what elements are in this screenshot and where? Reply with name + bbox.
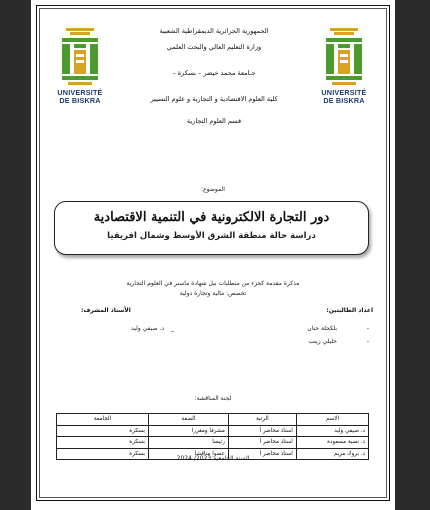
member-rank: استاذ محاضر أ (228, 437, 296, 449)
logo-text-line1: UNIVERSITÉ (57, 88, 103, 97)
thesis-subtitle: دراسة حالة منطقة الشرق الأوسط وشمال افريقيا (107, 231, 316, 241)
table-row (57, 437, 369, 449)
logo-text-line1: UNIVERSITÉ (321, 88, 367, 97)
header-rank: الرتبة (228, 414, 296, 426)
logo-text-line2: DE BISKRA (59, 96, 101, 105)
specialty-line: تخصص: مالية وتجارة دولية (179, 290, 247, 297)
committee-title: لجنة المناقشة: (194, 395, 232, 402)
student-bullet: - (366, 338, 369, 345)
supervisor-bullet: _ (171, 325, 174, 332)
students-label: اعداد الطالبتين: (326, 307, 373, 314)
member-university: بسكرة (57, 448, 149, 460)
university-logo-left (43, 28, 117, 105)
member-role: مشرفا ومقررا (148, 425, 228, 437)
member-university: بسكرة (57, 425, 149, 437)
committee-table (56, 413, 369, 460)
logo-text-line2: DE BISKRA (323, 96, 365, 105)
member-role: عضوا مناقشا (148, 448, 228, 460)
member-name: د. بروك مريم (296, 448, 368, 460)
supervisor-label: الأستاذ المشرف: (81, 307, 131, 314)
member-rank: استاذ محاضر أ (228, 425, 296, 437)
member-university: بسكرة (57, 437, 149, 449)
university-emblem-icon (324, 28, 364, 86)
thesis-title: دور التجارة الالكترونية في التنمية الاقتصادية (93, 210, 330, 225)
table-row (57, 425, 369, 437)
university-logo-right (307, 28, 381, 105)
header-name: الاسم (296, 414, 368, 426)
student-bullet: - (366, 325, 369, 332)
document-page (31, 0, 395, 510)
academic-year: السنة الجامعية:2023/ 2024 (176, 455, 250, 462)
republic-line: الجمهورية الجزائرية الديمقراطية الشعبية (159, 27, 269, 35)
header-university: الجامعة (57, 414, 149, 426)
university-emblem-icon (60, 28, 100, 86)
supervisor-name: د. صيفي وليد (131, 325, 165, 332)
topic-label: الموضوع: (201, 186, 225, 193)
student-name-1: بلكحلة حنان (307, 325, 337, 332)
member-role: رئيسا (148, 437, 228, 449)
department-line: قسم العلوم التجارية (186, 117, 242, 125)
member-name: د. صيفي وليد (296, 425, 368, 437)
committee-header-row (57, 414, 369, 426)
member-name: د. نصبة مسعودة (296, 437, 368, 449)
university-line: جـامعة محمد خيضر – بسكرة – (172, 69, 256, 77)
header-role: الصفة (148, 414, 228, 426)
student-name-2: خليلي زينب (308, 338, 337, 345)
ministry-line: وزارة التعليم العالي والبحث العلمي (166, 43, 262, 51)
faculty-line: كلية العلوم الاقتصادية و التجارية و علوم التسيير (150, 95, 278, 103)
title-box (54, 201, 369, 255)
memo-line: مذكرة مقدمة كجزء من متطلبات نيل شهادة ماستر في العلوم التجارية (126, 280, 300, 287)
member-rank: استاذ محاضر أ (228, 448, 296, 460)
